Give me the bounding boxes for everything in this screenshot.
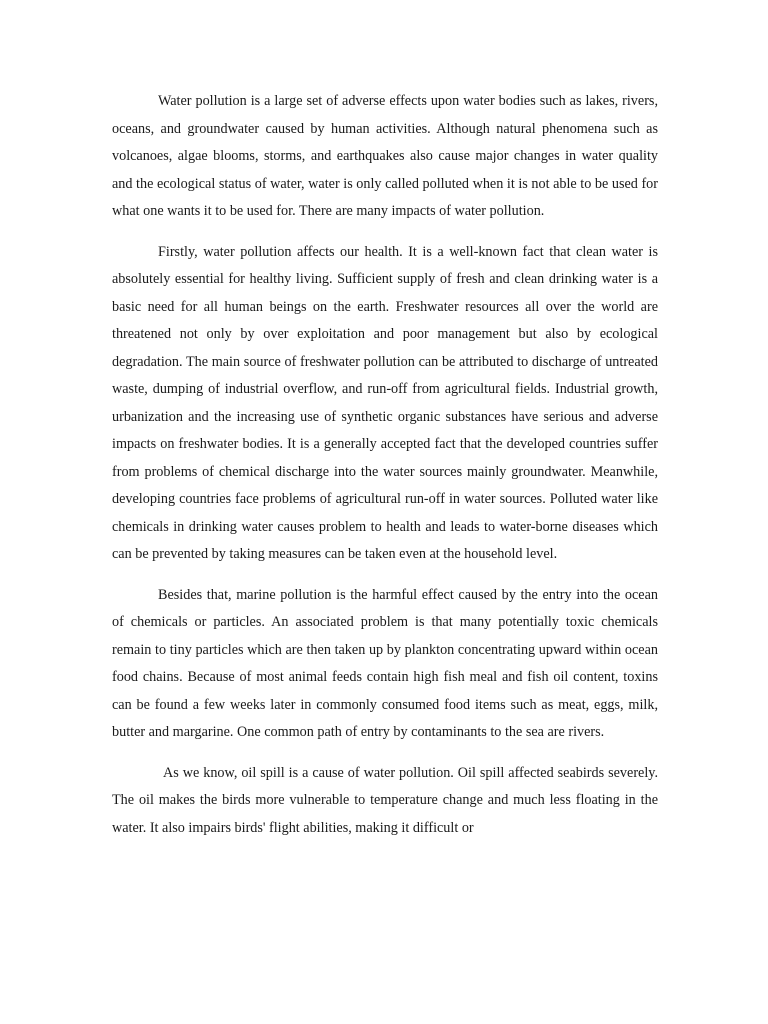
paragraph-oil-spill: As we know, oil spill is a cause of water pollution. Oil spill affected seabirds severely. The oil makes the birds more vulnerable to temperature change and much less floating in the water. It also impairs birds' flight abilities, making it difficult or [112,764,658,836]
paragraph-health: Firstly, water pollution affects our health. It is a well-known fact that clean water is absolutely essential for healthy living. Sufficient supply of fresh and clean drinking water is a basic need for all human beings on the earth. Freshwater resources all over the world are threatened not only by over exploitation and poor management but also by ecological degradation. The main source of freshwater pollution can be attributed to discharge of untreated waste, dumping of industrial overflow, and run-off from agricultural fields. Industrial growth, urbanization and the increasing use of synthetic organic substances have serious and adverse impacts on freshwater bodies. It is a generally accepted fact that the developed countries suffer from problems of chemical discharge into the water sources mainly groundwater. Meanwhile, developing countries face problems of agricultural run-off in water sources. Polluted water like chemicals in drinking water causes problem to health and leads to water-borne diseases which can be prevented by taking measures can be taken even at the household level. [112,243,658,562]
paragraph-intro: Water pollution is a large set of adverse effects upon water bodies such as lakes, rivers, oceans, and groundwater caused by human activities. Although natural phenomena such as volcanoes, algae blooms, storms, and earthquakes also cause major changes in water quality and the ecological status of water, water is only called polluted when it is not able to be used for what one wants it to be used for. There are many impacts of water pollution. [112,93,658,219]
paragraph-marine: Besides that, marine pollution is the harmful effect caused by the entry into the ocean of chemicals or particles. An associated problem is that many potentially toxic chemicals remain to tiny particles which are then taken up by plankton concentrating upward within ocean food chains. Because of most animal feeds contain high fish meal and fish oil content, toxins can be found a few weeks later in commonly consumed food items such as meat, eggs, milk, butter and margarine. One common path of entry by contaminants to the sea are rivers. [112,586,658,740]
